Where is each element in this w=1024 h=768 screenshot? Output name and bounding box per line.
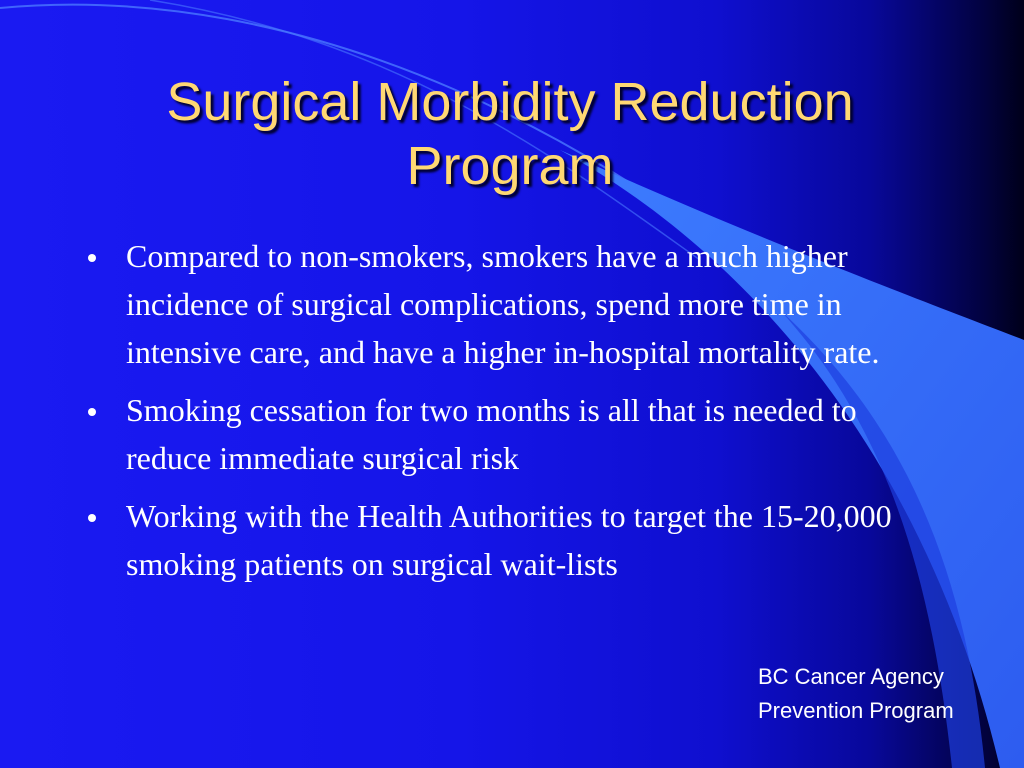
bullet-text: Smoking cessation for two months is all that is needed to reduce immediate surgical risk bbox=[126, 392, 857, 476]
bullet-dot-icon bbox=[88, 514, 96, 522]
bullet-item bbox=[88, 232, 928, 376]
footer-line-program: Prevention Program bbox=[758, 698, 954, 723]
bullet-dot-icon bbox=[88, 408, 96, 416]
bullet-item bbox=[88, 386, 928, 482]
bullet-dot-icon bbox=[88, 254, 96, 262]
bullet-item bbox=[88, 492, 928, 588]
bullet-text: Compared to non-smokers, smokers have a much higher incidence of surgical complications, spend more time in intensive care, and have a higher in-hospital mortality rate. bbox=[126, 238, 880, 370]
slide-title: Surgical Morbidity Reduction Program bbox=[166, 72, 854, 196]
footer-credit bbox=[758, 660, 954, 728]
bullet-list bbox=[88, 232, 928, 598]
footer-line-organization: BC Cancer Agency bbox=[758, 664, 944, 689]
bullet-text: Working with the Health Authorities to target the 15-20,000 smoking patients on surgical wait-lists bbox=[126, 498, 892, 582]
